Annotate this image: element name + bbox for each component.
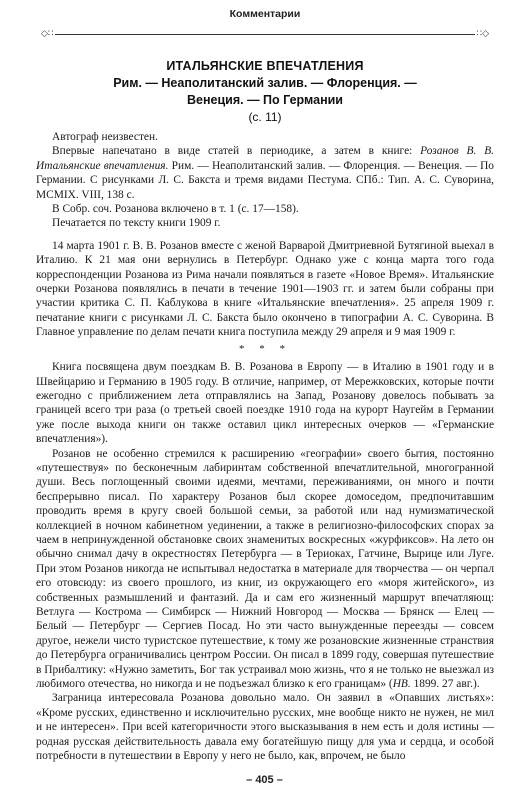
- section-subtitle-line-2: Венеция. — По Германии: [187, 93, 343, 107]
- section-heading: [30, 58, 500, 126]
- page-number: – 405 –: [246, 774, 283, 786]
- source-notes: [36, 130, 494, 231]
- paragraph-1: 14 марта 1901 г. В. В. Розанов вместе с женой Варварой Дмитриевной Бутягиной выехал в Италию. К 21 мая они вернулись в Петербург. Однако уже с конца марта того года корреспонденции Розанова из Рима начали появляться в газете «Новое Время». Итальянские очерки Розанова появлялись в печати в течение 1901—1903 гг. и затем были собраны при участии критика С. П. Каблукова в книге «Итальянские впечатления». 25 апреля 1909 г. печатание книги с рисунками Л. С. Бакста было окончено в типографии А. С. Суворина. В Главное управление по делам печати книга поступила между 29 апреля и 9 мая 1909 г.: [36, 239, 494, 339]
- source-note-printed-text: Печатается по тексту книги 1909 г.: [52, 217, 221, 230]
- section-subtitle-line-1: Рим. — Неаполитанский залив. — Флоренция. —: [113, 76, 417, 90]
- source-note-first-publication: [36, 144, 494, 202]
- paragraph-4: Заграница интересовала Розанова довольно мало. Он заявил в «Опавших листьях»: «Кроме русских, единственно и исключительно русских, мне вообще никто не нужен, не мил и не интересен». При всей категоричности этого высказывания в нем есть и доля истины — родная русская действительность давала ему богатейшую пищу для ума и сердца, и особой потребности в путешествии в Европу у него не было, как, впрочем, не было: [36, 692, 494, 763]
- header-rule: [40, 30, 490, 40]
- running-head: Комментарии: [229, 8, 301, 20]
- ornament-left-icon: ◇∷: [41, 29, 54, 39]
- paragraph-3-text: Розанов не особенно стремился к расширению «географии» своего бытия, постоянно «путешествуя» по бесконечным лабиринтам собственной впечатлительной, многогранной души. Весь поглощенный своими идеями, мечтами, переживаниями, он много и почти беспрерывно писал. По характеру Розанов был скорее домоседом, предпочитавшим проводить время в кругу своей большой семьи, за работой или над нумизматической коллекцией в ночном кабинетном уединении, а также в религиозно-философских спорах за чаем в непринужденной обстановке своих знаменитых воскресных «журфиксов». На лето он обычно снимал дачу в окрестностях Петербурга — в Териоках, Гатчине, Вырице или Луге. При этом Розанов никогда не испытывал недостатка в материале для творчества — он черпал его отовсюду: из своего прошлого, из книг, из окружающего его «моря житейского», из собственных размышлений и фантазий. Да и сам его жизненный маршрут впечатляющ: Ветлуга — Кострома — Симбирск — Нижний Новгород — Москва — Брянск — Елец — Белый — Петербург — Сергиев Посад. Но эти часто вынужденные переезды — совсем другое, нежели чисто туристское путешествие, к тому же розановские жизненные странствия до Петербурга ограничивались центром России. Он писал в 1899 году, совершая путешествие в Прибалтику: «Нужно заметить, Бог так устраивал мою жизнь, что я не только не выезжал из любимого отечества, но никогда и не подъезжал близко к его границам» (: [36, 447, 494, 691]
- source-note-book-title: Розанов В. В. Итальянские впечатления.: [36, 145, 494, 172]
- citation-date: 1899. 27 авг.).: [410, 678, 480, 691]
- spacer: [36, 231, 494, 239]
- source-note-book-details: Рим. — Неаполитанский залив. — Флоренция. — Венеция. — По Германии. С рисунками Л. С. Бакста и тремя видами Пестума. СПб.: Тип. А. С. Суворина, MCMIX. VIII, 138 с.: [36, 159, 494, 201]
- paragraph-3: [36, 447, 494, 692]
- section-title: ИТАЛЬЯНСКИЕ ВПЕЧАТЛЕНИЯ: [166, 59, 364, 73]
- source-note-autograph: Автограф неизвестен.: [52, 131, 158, 143]
- source-note-collected-works: В Собр. соч. Розанова включено в т. 1 (с. 17—158).: [52, 203, 299, 216]
- citation-source: НВ.: [392, 678, 411, 691]
- commentary-body: [36, 130, 494, 763]
- source-note-first-publication-lead: Впервые напечатано в виде статей в периодике, а затем в книге:: [52, 145, 421, 158]
- header-rule-line: [50, 34, 480, 35]
- section-page-ref: (с. 11): [248, 110, 282, 124]
- ornament-right-icon: ∷◇: [476, 29, 489, 39]
- section-separator: * * *: [239, 342, 291, 355]
- paragraph-2: Книга посвящена двум поездкам В. В. Розанова в Европу — в Италию в 1901 году и в Швейцарию и Германию в 1905 году. В отличие, например, от Мережковских, которые почти ежегодно с приближением лета отправлялись на Запад, Розанову довелось побывать за границей всего три раза (о третьей своей поездке 1910 года на курорт Наугейм в Германии уже после выхода книги он также оставил цикл интересных очерков — «Германские впечатления»).: [36, 361, 494, 446]
